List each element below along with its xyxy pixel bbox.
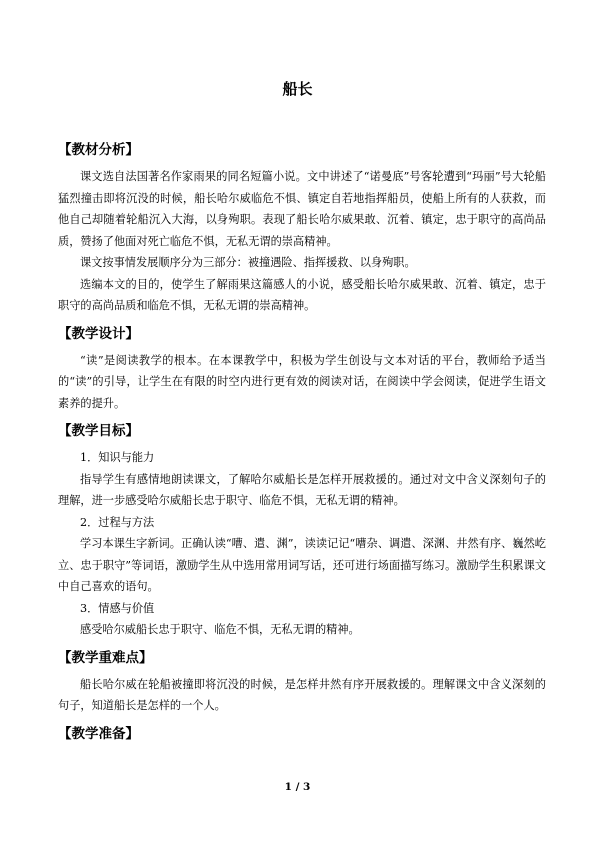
section-heading-keypoints: 【教学重难点】 [58, 649, 153, 666]
goal-label-1: 1．知识与能力 [80, 451, 155, 464]
section-heading-goals: 【教学目标】 [58, 423, 139, 439]
analysis-paragraph-2: 课文按事情发展顺序分为三部分：被撞遇险、指挥援救、以身殉职。 [80, 256, 416, 269]
goal-text-1: 指导学生有感情地朗读课文，了解哈尔威船长是怎样开展救援的。通过对文中含义深刻句子的理解，进一步感受哈尔威船长忠于职守、临危不惧，无私无谓的精神。 [58, 472, 546, 507]
goal-label-3: 3．情感与价值 [80, 601, 155, 615]
section-prep [58, 724, 546, 744]
goal-text-2: 学习本课生字新词。正确认读“嘈、遣、渊”，读读记记“嘈杂、调遣、深渊、井然有序、巍然屹立、忠于职守”等词语，激励学生从中选用常用词写话，还可进行场面描写练习。激励学生积累课文中自己喜欢的语句。 [58, 537, 546, 593]
design-paragraph-1: “读”是阅读教学的根本。在本课教学中，积极为学生创设与文本对话的平台，教师给予适当的“读”的引导，让学生在有限的时空内进行更有效的阅读对话，在阅读中学会阅读，促进学生语文素养的提升。 [58, 353, 546, 410]
analysis-paragraph-3: 选编本文的目的，使学生了解雨果这篇感人的小说，感受船长哈尔威果敢、沉着、镇定，忠于职守的高尚品质和临危不惧，无私无谓的崇高精神。 [58, 277, 546, 312]
document-title: 船长 [282, 80, 313, 98]
section-keypoints [58, 648, 546, 717]
page-number: 1 / 3 [284, 781, 311, 793]
section-heading-design: 【教学设计】 [58, 325, 139, 342]
section-heading-prep: 【教学准备】 [58, 725, 139, 742]
goal-text-3: 感受哈尔威船长忠于职守、临危不惧，无私无谓的精神。 [80, 623, 360, 636]
section-heading-analysis: 【教材分析】 [58, 142, 139, 158]
section-design [58, 324, 546, 415]
section-analysis [58, 140, 546, 317]
document-body [58, 140, 546, 750]
analysis-paragraph-1: 课文选自法国著名作家雨果的同名短篇小说。文中讲述了“诺曼底”号客轮遭到“玛丽”号大轮船猛烈撞击即将沉没的时候，船长哈尔威临危不惧、镇定自若地指挥船员，使船上所有的人获救，而他自己却随着轮船沉入大海，以身殉职。表现了船长哈尔威果敢、沉着、镇定，忠于职守的高尚品质，赞扬了他面对死亡临危不惧，无私无谓的崇高精神。 [58, 170, 546, 248]
section-goals [58, 421, 546, 641]
goal-label-2: 2．过程与方法 [80, 515, 155, 529]
keypoints-paragraph-1: 船长哈尔威在轮船被撞即将沉没的时候，是怎样井然有序开展救援的。理解课文中含义深刻的句子，知道船长是怎样的一个人。 [58, 677, 546, 712]
